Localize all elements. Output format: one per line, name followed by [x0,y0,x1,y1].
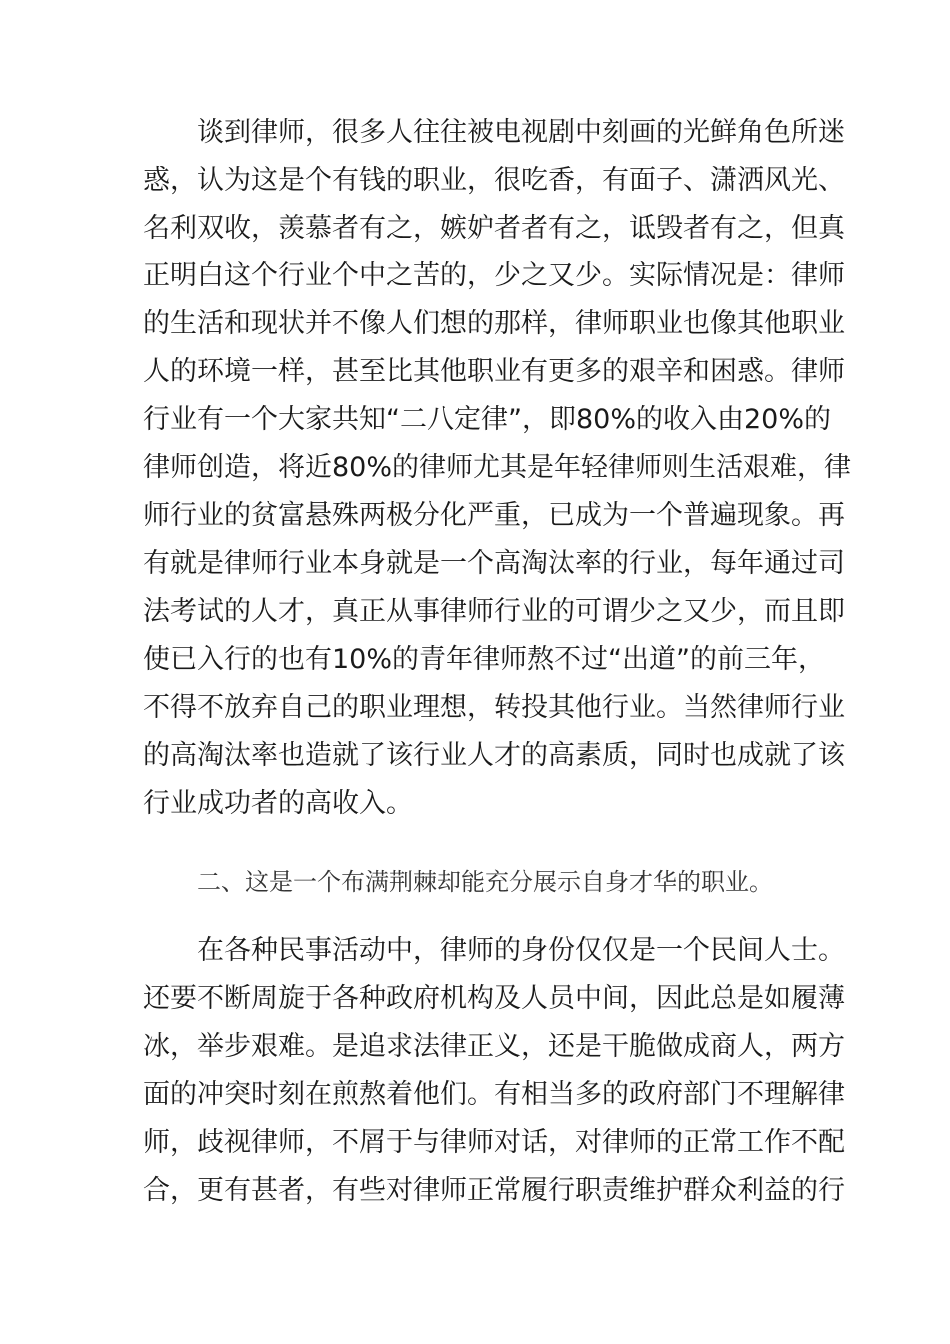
paragraph-line: 在各种民事活动中，律师的身份仅仅是一个民间人士。 [197,935,845,966]
paragraph-line: 人的环境一样，甚至比其他职业有更多的艰辛和困惑。律师 [143,356,845,387]
paragraph-line: 的生活和现状并不像人们想的那样，律师职业也像其他职业 [143,308,845,339]
paragraph-line: 名利双收，羡慕者有之，嫉妒者者有之，诋毁者有之，但真 [143,213,845,244]
paragraph-line: 使已入行的也有10%的青年律师熬不过“出道”的前三年， [143,644,825,675]
section-heading: 二、这是一个布满荆棘却能充分展示自身才华的职业。 [197,868,773,896]
paragraph-line: 谈到律师，很多人往往被电视剧中刻画的光鲜角色所迷 [197,117,845,148]
paragraph-line: 的高淘汰率也造就了该行业人才的高素质，同时也成就了该 [143,740,845,771]
paragraph-line: 不得不放弃自己的职业理想，转投其他行业。当然律师行业 [143,692,845,723]
paragraph-line: 合，更有甚者，有些对律师正常履行职责维护群众利益的行 [143,1175,845,1206]
paragraph-line: 正明白这个行业个中之苦的，少之又少。实际情况是：律师 [143,260,845,291]
paragraph-line: 律师创造，将近80%的律师尤其是年轻律师则生活艰难，律 [143,452,852,483]
paragraph-line: 行业成功者的高收入。 [143,788,413,819]
paragraph-line: 面的冲突时刻在煎熬着他们。有相当多的政府部门不理解律 [143,1079,845,1110]
paragraph-line: 惑，认为这是个有钱的职业，很吃香，有面子、潇洒风光、 [143,165,845,196]
paragraph-line: 师行业的贫富悬殊两极分化严重，已成为一个普遍现象。再 [143,500,845,531]
paragraph-line: 法考试的人才，真正从事律师行业的可谓少之又少，而且即 [143,596,845,627]
paragraph-line: 师，歧视律师，不屑于与律师对话，对律师的正常工作不配 [143,1127,845,1158]
paragraph-line: 冰，举步艰难。是追求法律正义，还是干脆做成商人，两方 [143,1031,845,1062]
paragraph-line: 有就是律师行业本身就是一个高淘汰率的行业，每年通过司 [143,548,845,579]
paragraph-line: 还要不断周旋于各种政府机构及人员中间，因此总是如履薄 [143,983,845,1014]
paragraph-line: 行业有一个大家共知“二八定律”，即80%的收入由20%的 [143,404,831,435]
